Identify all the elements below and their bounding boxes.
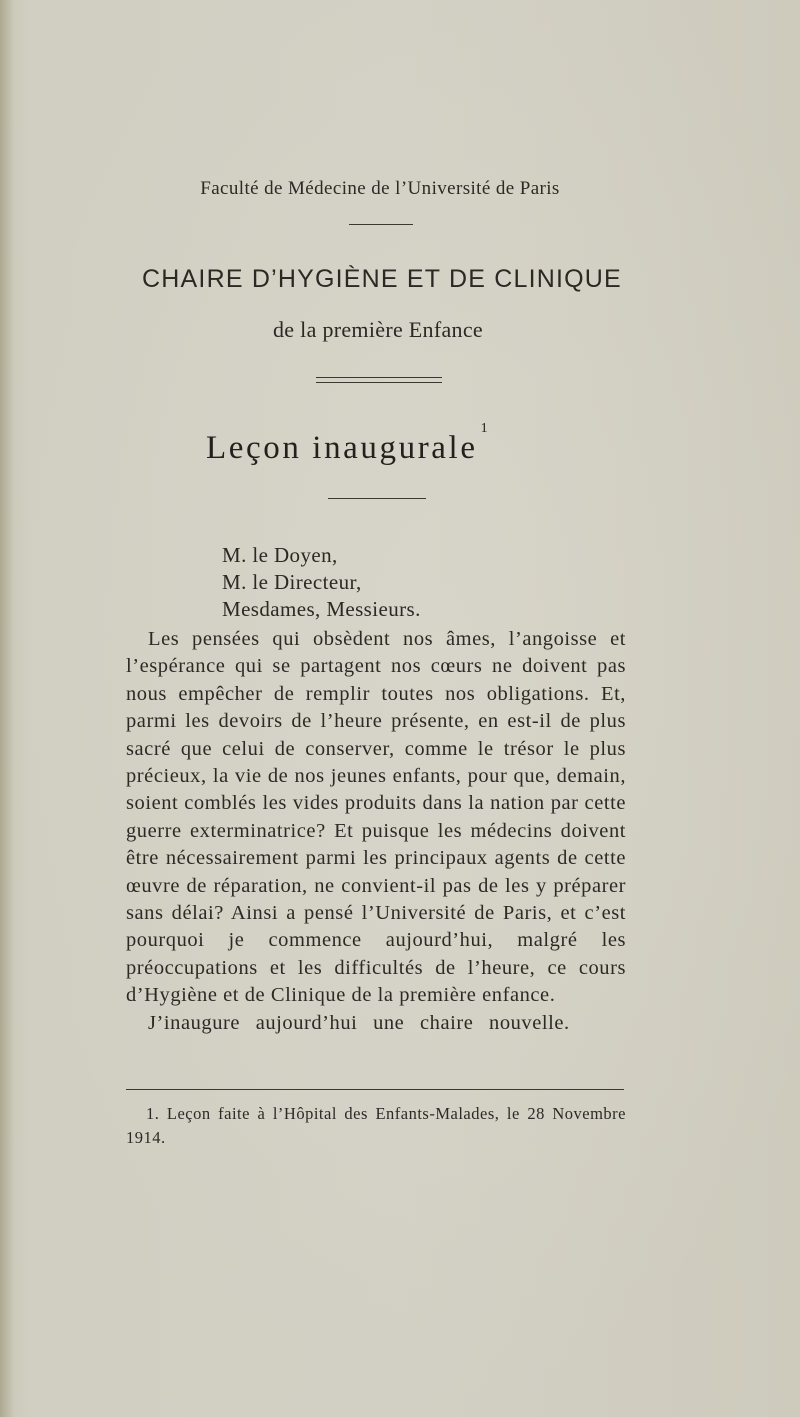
divider-rule <box>349 224 413 225</box>
body-paragraph: Les pensées qui obsèdent nos âmes, l’angoisse et l’espérance qui se partagent nos cœurs ne doivent pas nous empêcher de remplir toutes nos obligations. Et, parmi les devoirs de l’heure présente, en est-il de plus sacré que celui de conserver, comme le trésor le plus précieux, la vie de nos jeunes enfants, pour que, demain, soient comblés les vides produits dans la nation par cette guerre exterminatrice? Et puisque les médecins doivent être nécessairement parmi les principaux agents de cette œuvre de réparation, ne convient-il pas de les y préparer sans délai? Ainsi a pensé l’Université de Paris, et c’est pourquoi je commence aujourd’hui, malgré les préoccupations et les difficultés de l’heure, ce cours d’Hygiène et de Clinique de la première enfance. <box>126 628 626 1007</box>
chair-title: CHAIRE D’HYGIÈNE ET DE CLINIQUE <box>142 265 622 293</box>
salutation-doyen: M. le Doyen, <box>222 543 338 567</box>
lecture-title-text: Leçon inaugurale <box>206 430 478 466</box>
footnote-marker: 1 <box>480 421 488 436</box>
page-spine-shadow <box>0 0 14 1417</box>
footnote <box>126 1102 626 1150</box>
ornamental-rule-top <box>316 377 442 378</box>
title-divider-rule <box>328 498 426 499</box>
ornamental-rule-bottom <box>316 382 442 383</box>
faculty-heading: Faculté de Médecine de l’Université de Paris <box>200 178 560 199</box>
salutation-directeur: M. le Directeur, <box>222 570 362 594</box>
salutation-audience: Mesdames, Messieurs. <box>222 597 421 621</box>
lecture-title <box>206 421 488 467</box>
chair-subtitle: de la première Enfance <box>273 317 483 342</box>
lecture-body <box>126 626 626 1037</box>
body-paragraph: J’inaugure aujourd’hui une chaire nouvelle. <box>148 1011 570 1034</box>
footnote-text: 1. Leçon faite à l’Hôpital des Enfants-Malades, le 28 Novembre 1914. <box>126 1104 626 1147</box>
footnote-separator <box>126 1089 624 1090</box>
